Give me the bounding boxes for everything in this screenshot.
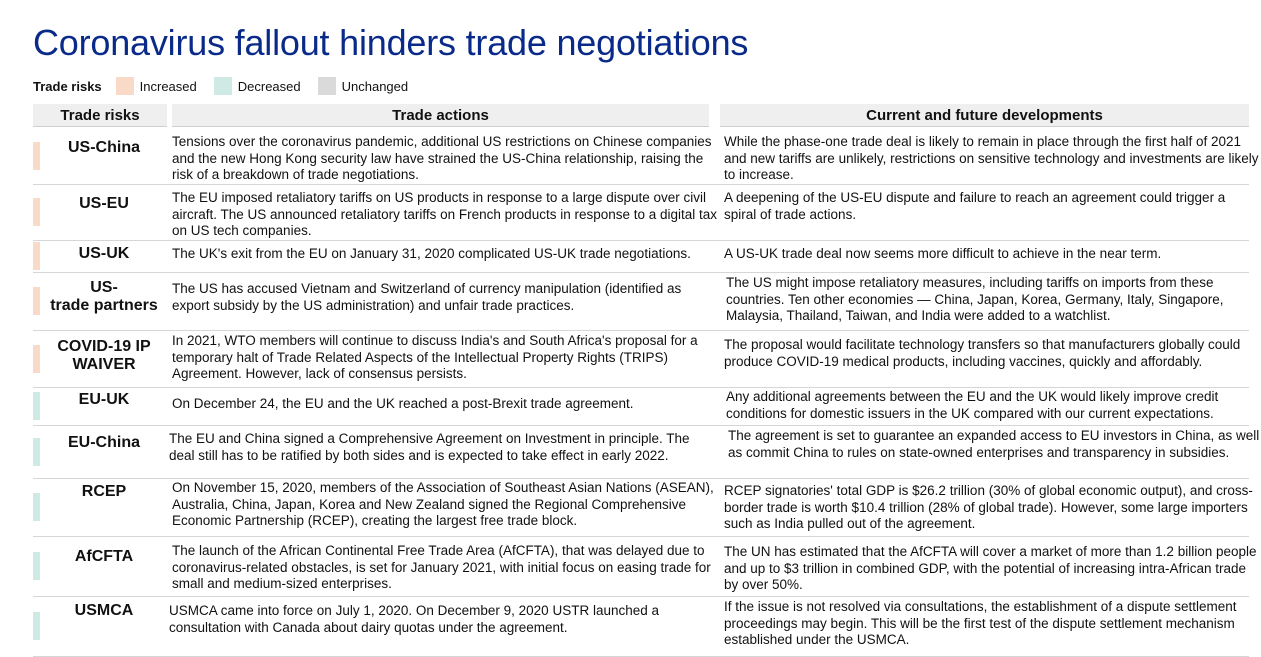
table-row bbox=[33, 128, 1259, 185]
table-row bbox=[33, 387, 1249, 426]
risk-status-indicator bbox=[33, 242, 40, 270]
risk-status-indicator bbox=[33, 438, 40, 466]
risk-status-indicator bbox=[33, 552, 40, 580]
trade-action-text: In 2021, WTO members will continue to discuss India's and South Africa's proposal for a temporary halt of Trade Related Aspects of the Intellectual Property Rights (TRIPS) Agreement. However, lack of consensus persists. bbox=[172, 333, 698, 382]
legend-swatch-increased bbox=[116, 77, 134, 95]
risk-status-indicator bbox=[33, 612, 40, 640]
legend-label-increased: Increased bbox=[139, 78, 197, 94]
development-text: The agreement is set to guarantee an expanded access to EU investors in China, as well as commit China to rules on state-owned enterprises and transparency in subsidies. bbox=[728, 428, 1260, 460]
development-text: If the issue is not resolved via consultations, the establishment of a dispute settlement proceedings may begin. This will be the first test of the dispute settlement mechanism established under the USMCA. bbox=[724, 599, 1237, 648]
table-row bbox=[33, 272, 1249, 331]
risk-name: RCEP bbox=[81, 483, 127, 500]
table-row bbox=[33, 240, 1249, 273]
trade-action-text: The EU and China signed a Comprehensive Agreement on Investment in principle. The deal still has to be ratified by both sides and is expected to take effect in early 2022. bbox=[169, 431, 690, 463]
risk-name: USMCA bbox=[74, 602, 134, 619]
trade-action-text: On November 15, 2020, members of the Association of Southeast Asian Nations (ASEAN), Australia, China, Japan, Korea and New Zealand signed the Regional Comprehensive Economic Partnership (RCEP), creating the largest free trade block. bbox=[172, 480, 714, 529]
development-text: The proposal would facilitate technology transfers so that manufacturers globally could produce COVID-19 medical products, including vaccines, quickly and affordably. bbox=[724, 337, 1241, 369]
table-row bbox=[33, 536, 1257, 597]
table-row bbox=[33, 596, 1249, 657]
risk-status-indicator bbox=[33, 142, 40, 170]
risk-name: US-EU bbox=[79, 195, 129, 212]
table-row bbox=[33, 330, 1249, 388]
risk-name: AfCFTA bbox=[74, 548, 134, 565]
development-text: While the phase-one trade deal is likely to remain in place through the first half of 2021 and new tariffs are unlikely, restrictions on sensitive technology and investments are likely to increase. bbox=[724, 134, 1259, 183]
trade-action-text: On December 24, the EU and the UK reached a post-Brexit trade agreement. bbox=[172, 396, 634, 411]
risk-name: US-China bbox=[68, 139, 140, 156]
development-text: A deepening of the US-EU dispute and failure to reach an agreement could trigger a spiral of trade actions. bbox=[724, 190, 1226, 222]
legend-label-unchanged: Unchanged bbox=[341, 78, 409, 94]
development-text: The UN has estimated that the AfCFTA will cover a market of more than 1.2 billion people and up to $3 trillion in combined GDP, with the potential of increasing intra-African trade by over 50%. bbox=[724, 544, 1257, 593]
risk-name: US-UK bbox=[78, 245, 130, 262]
risk-name: US- trade partners bbox=[50, 279, 158, 314]
risk-name: EU-UK bbox=[78, 391, 130, 408]
development-text: A US-UK trade deal now seems more difficult to achieve in the near term. bbox=[724, 246, 1162, 261]
trade-action-text: The UK's exit from the EU on January 31, 2020 complicated US-UK trade negotiations. bbox=[172, 246, 691, 261]
table-row bbox=[33, 425, 1260, 479]
legend-label-decreased: Decreased bbox=[237, 78, 301, 94]
header-developments: Current and future developments bbox=[720, 104, 1249, 127]
trade-action-text: The launch of the African Continental Free Trade Area (AfCFTA), that was delayed due to coronavirus-related obstacles, is set for January 2021, with initial focus on easing trade for small and medium-sized enterprises. bbox=[172, 543, 711, 592]
table-row bbox=[33, 478, 1253, 537]
development-text: Any additional agreements between the EU and the UK would likely improve credit conditions for domestic issuers in the UK compared with our current expectations. bbox=[726, 389, 1219, 421]
legend-title: Trade risks bbox=[33, 78, 102, 94]
trade-action-text: Tensions over the coronavirus pandemic, additional US restrictions on Chinese companies and the new Hong Kong security law have strained the US-China relationship, raising the risk of a breakdown of trade negotiations. bbox=[172, 134, 712, 183]
risk-status-indicator bbox=[33, 392, 40, 420]
header-trade-risks: Trade risks bbox=[33, 104, 167, 127]
risk-status-indicator bbox=[33, 198, 40, 226]
page-title: Coronavirus fallout hinders trade negotiations bbox=[33, 22, 749, 63]
risk-status-indicator bbox=[33, 493, 40, 521]
legend bbox=[33, 76, 425, 96]
development-text: The US might impose retaliatory measures, including tariffs on imports from these countries. Ten other economies — China, Japan, Korea, Germany, Italy, Singapore, Malaysia, Thailand, Taiwan, and India were added to a watchlist. bbox=[726, 275, 1224, 324]
legend-swatch-decreased bbox=[214, 77, 232, 95]
risk-status-indicator bbox=[33, 345, 40, 373]
header-trade-actions: Trade actions bbox=[172, 104, 709, 127]
risk-name: COVID-19 IP WAIVER bbox=[57, 338, 151, 373]
legend-swatch-unchanged bbox=[318, 77, 336, 95]
table-row bbox=[33, 184, 1249, 241]
risk-status-indicator bbox=[33, 287, 40, 315]
trade-action-text: The US has accused Vietnam and Switzerland of currency manipulation (identified as export subsidy by the US administration) and unfair trade practices. bbox=[172, 281, 682, 313]
development-text: RCEP signatories' total GDP is $26.2 trillion (30% of global economic output), and cross-border trade is worth $10.4 trillion (28% of global trade). However, some large importers such as India pulled out of the agreement. bbox=[724, 483, 1253, 532]
trade-action-text: USMCA came into force on July 1, 2020. On December 9, 2020 USTR launched a consultation with Canada about dairy quotas under the agreement. bbox=[169, 603, 660, 635]
trade-action-text: The EU imposed retaliatory tariffs on US products in response to a large dispute over civil aircraft. The US announced retaliatory tariffs on French products in response to a digital tax on US tech companies. bbox=[172, 190, 718, 239]
risk-name: EU-China bbox=[68, 434, 140, 451]
